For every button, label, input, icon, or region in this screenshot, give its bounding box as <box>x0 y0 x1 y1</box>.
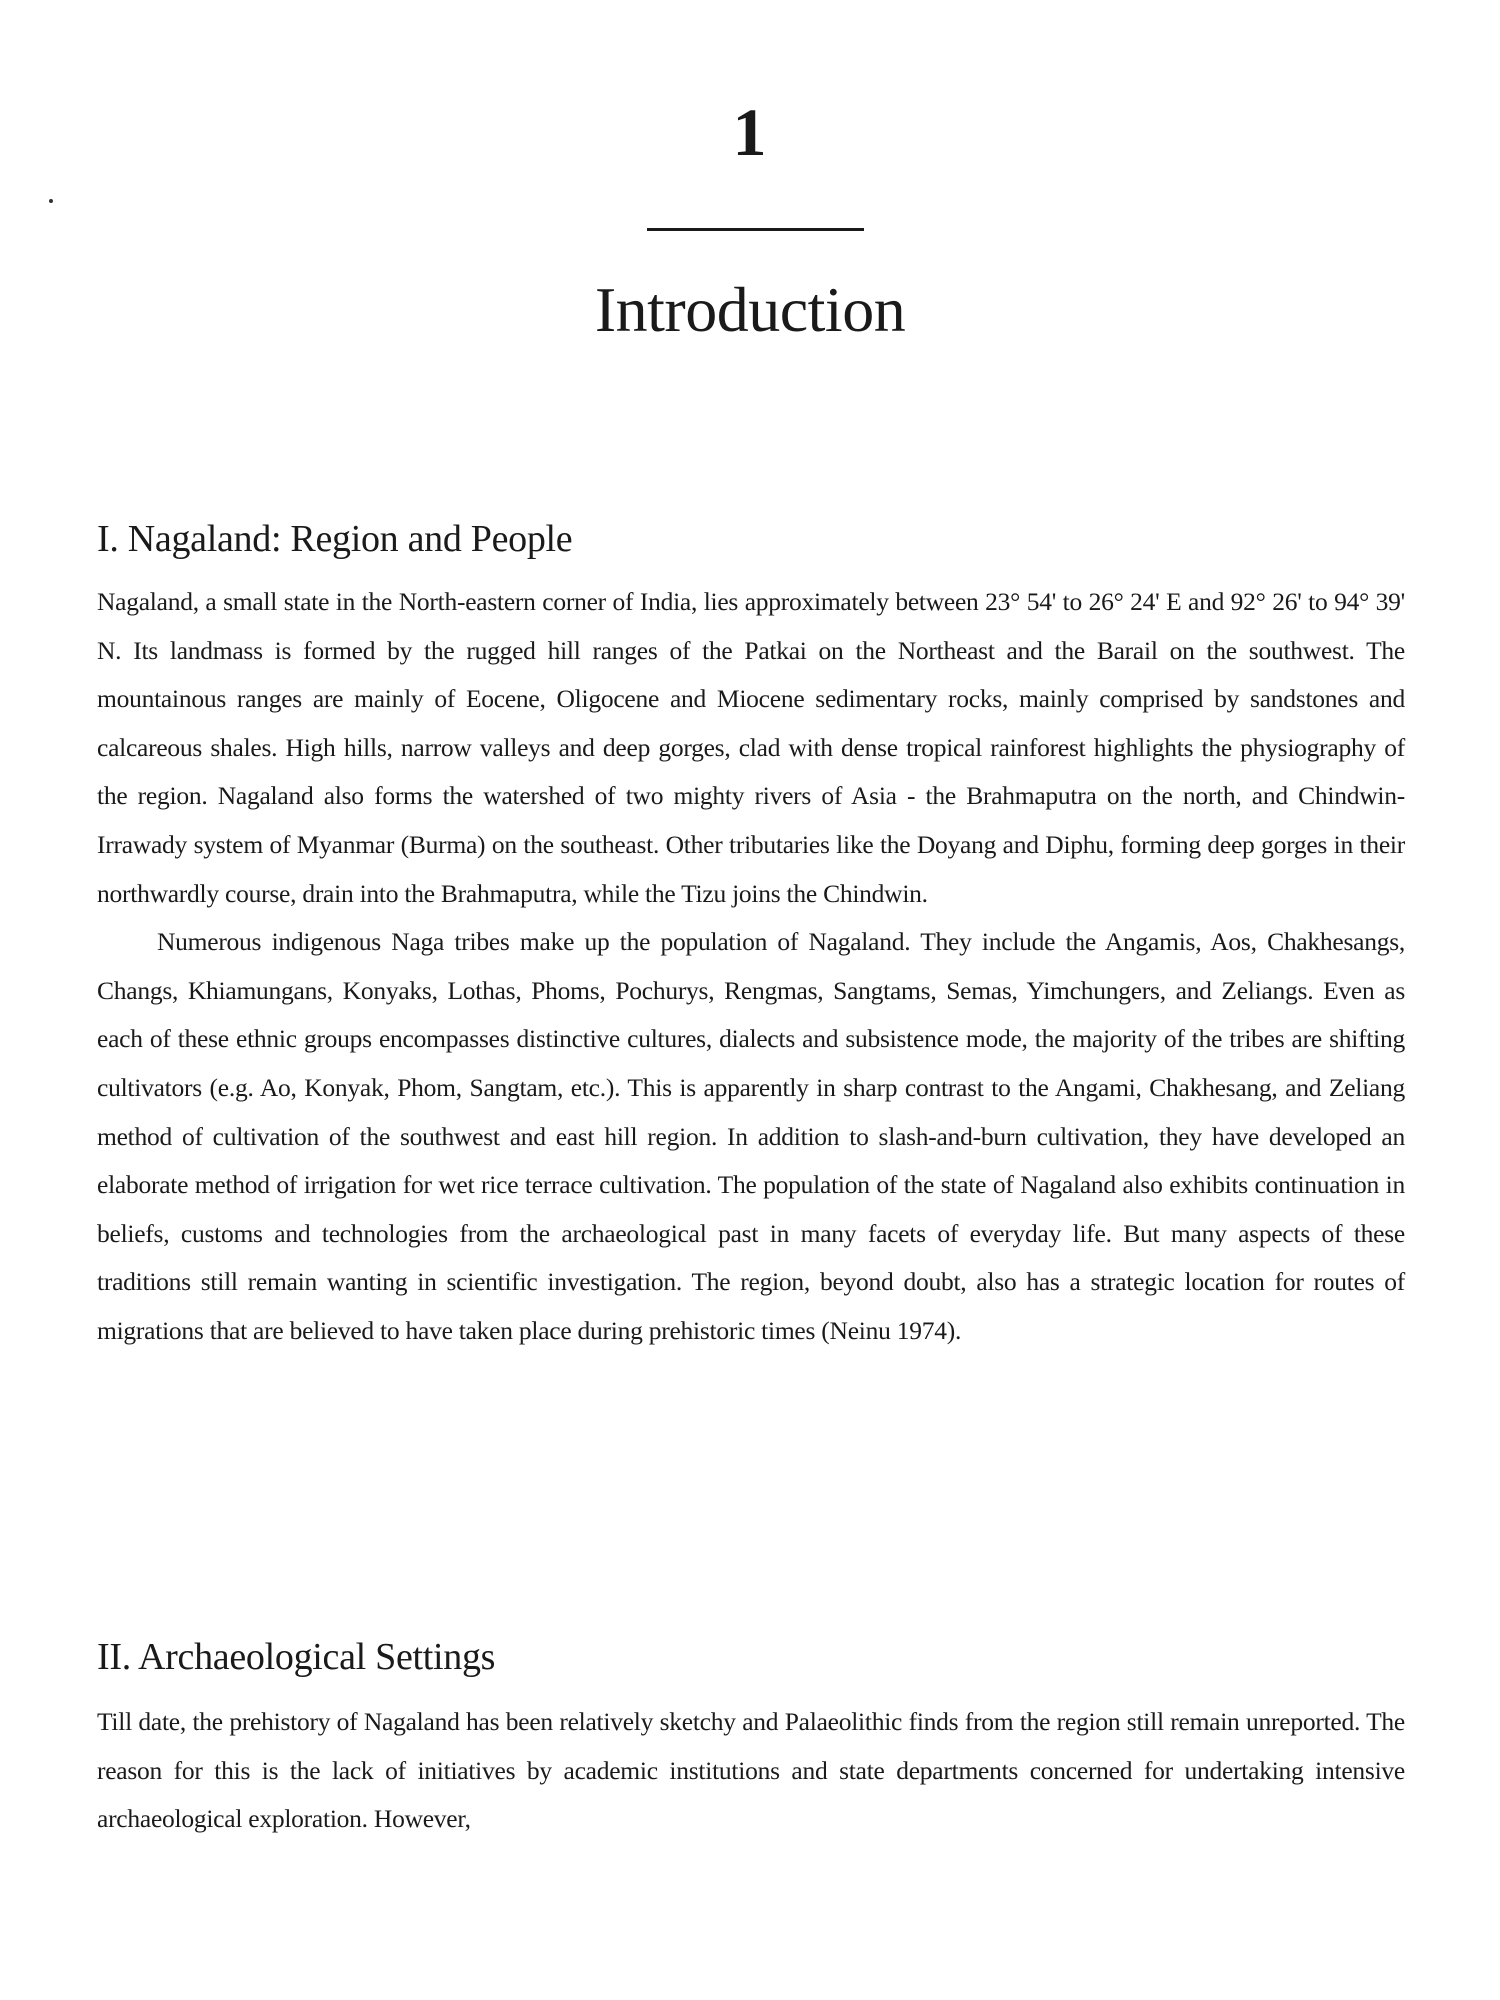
section-heading: II. Archaeological Settings <box>97 1636 496 1678</box>
stray-ink-dot <box>49 199 53 203</box>
body-paragraph: Nagaland, a small state in the North-eastern corner of India, lies approximately between 23° 54' to 26° 24' E and 92° 26' to 94° 39' N. Its landmass is formed by the rugged hill ranges of the Patkai on the Northeast and the Barail on the southwest. The mountainous ranges are mainly of Eocene, Oligocene and Miocene sedimentary rocks, mainly comprised by sandstones and calcareous shales. High hills, narrow valleys and deep gorges, clad with dense tropical rainforest highlights the physiography of the region. Nagaland also forms the watershed of two mighty rivers of Asia - the Brahmaputra on the north, and Chindwin-Irrawady system of Myanmar (Burma) on the southeast. Other tributaries like the Doyang and Diphu, forming deep gorges in their northwardly course, drain into the Brahmaputra, while the Tizu joins the Chindwin. <box>97 587 1405 908</box>
section-nagaland-region-and-people <box>97 520 1405 1356</box>
chapter-divider-rule <box>647 228 864 231</box>
section-heading: I. Nagaland: Region and People <box>97 518 573 560</box>
chapter-number: 1 <box>732 94 768 170</box>
chapter-title: Introduction <box>594 274 906 345</box>
body-paragraph: Numerous indigenous Naga tribes make up the population of Nagaland. They include the Angamis, Aos, Chakhesangs, Changs, Khiamungans, Konyaks, Lothas, Phoms, Pochurys, Rengmas, Sangtams, Semas, Yimchungers, and Zeliangs. Even as each of these ethnic groups encompasses distinctive cultures, dialects and subsistence mode, the majority of the tribes are shifting cultivators (e.g. Ao, Konyak, Phom, Sangtam, etc.). This is apparently in sharp contrast to the Angami, Chakhesang, and Zeliang method of cultivation of the southwest and east hill region. In addition to slash-and-burn cultivation, they have developed an elaborate method of irrigation for wet rice terrace cultivation. The population of the state of Nagaland also exhibits continuation in beliefs, customs and technologies from the archaeological past in many facets of everyday life. But many aspects of these traditions still remain wanting in scientific investigation. The region, beyond doubt, also has a strategic location for routes of migrations that are believed to have taken place during prehistoric times (Neinu 1974). <box>97 927 1405 1345</box>
body-paragraph: Till date, the prehistory of Nagaland has been relatively sketchy and Palaeolithic finds from the region still remain unreported. The reason for this is the lack of initiatives by academic institutions and state departments concerned for undertaking intensive archaeological exploration. However, <box>97 1707 1405 1834</box>
section-archaeological-settings <box>97 1638 1405 1844</box>
